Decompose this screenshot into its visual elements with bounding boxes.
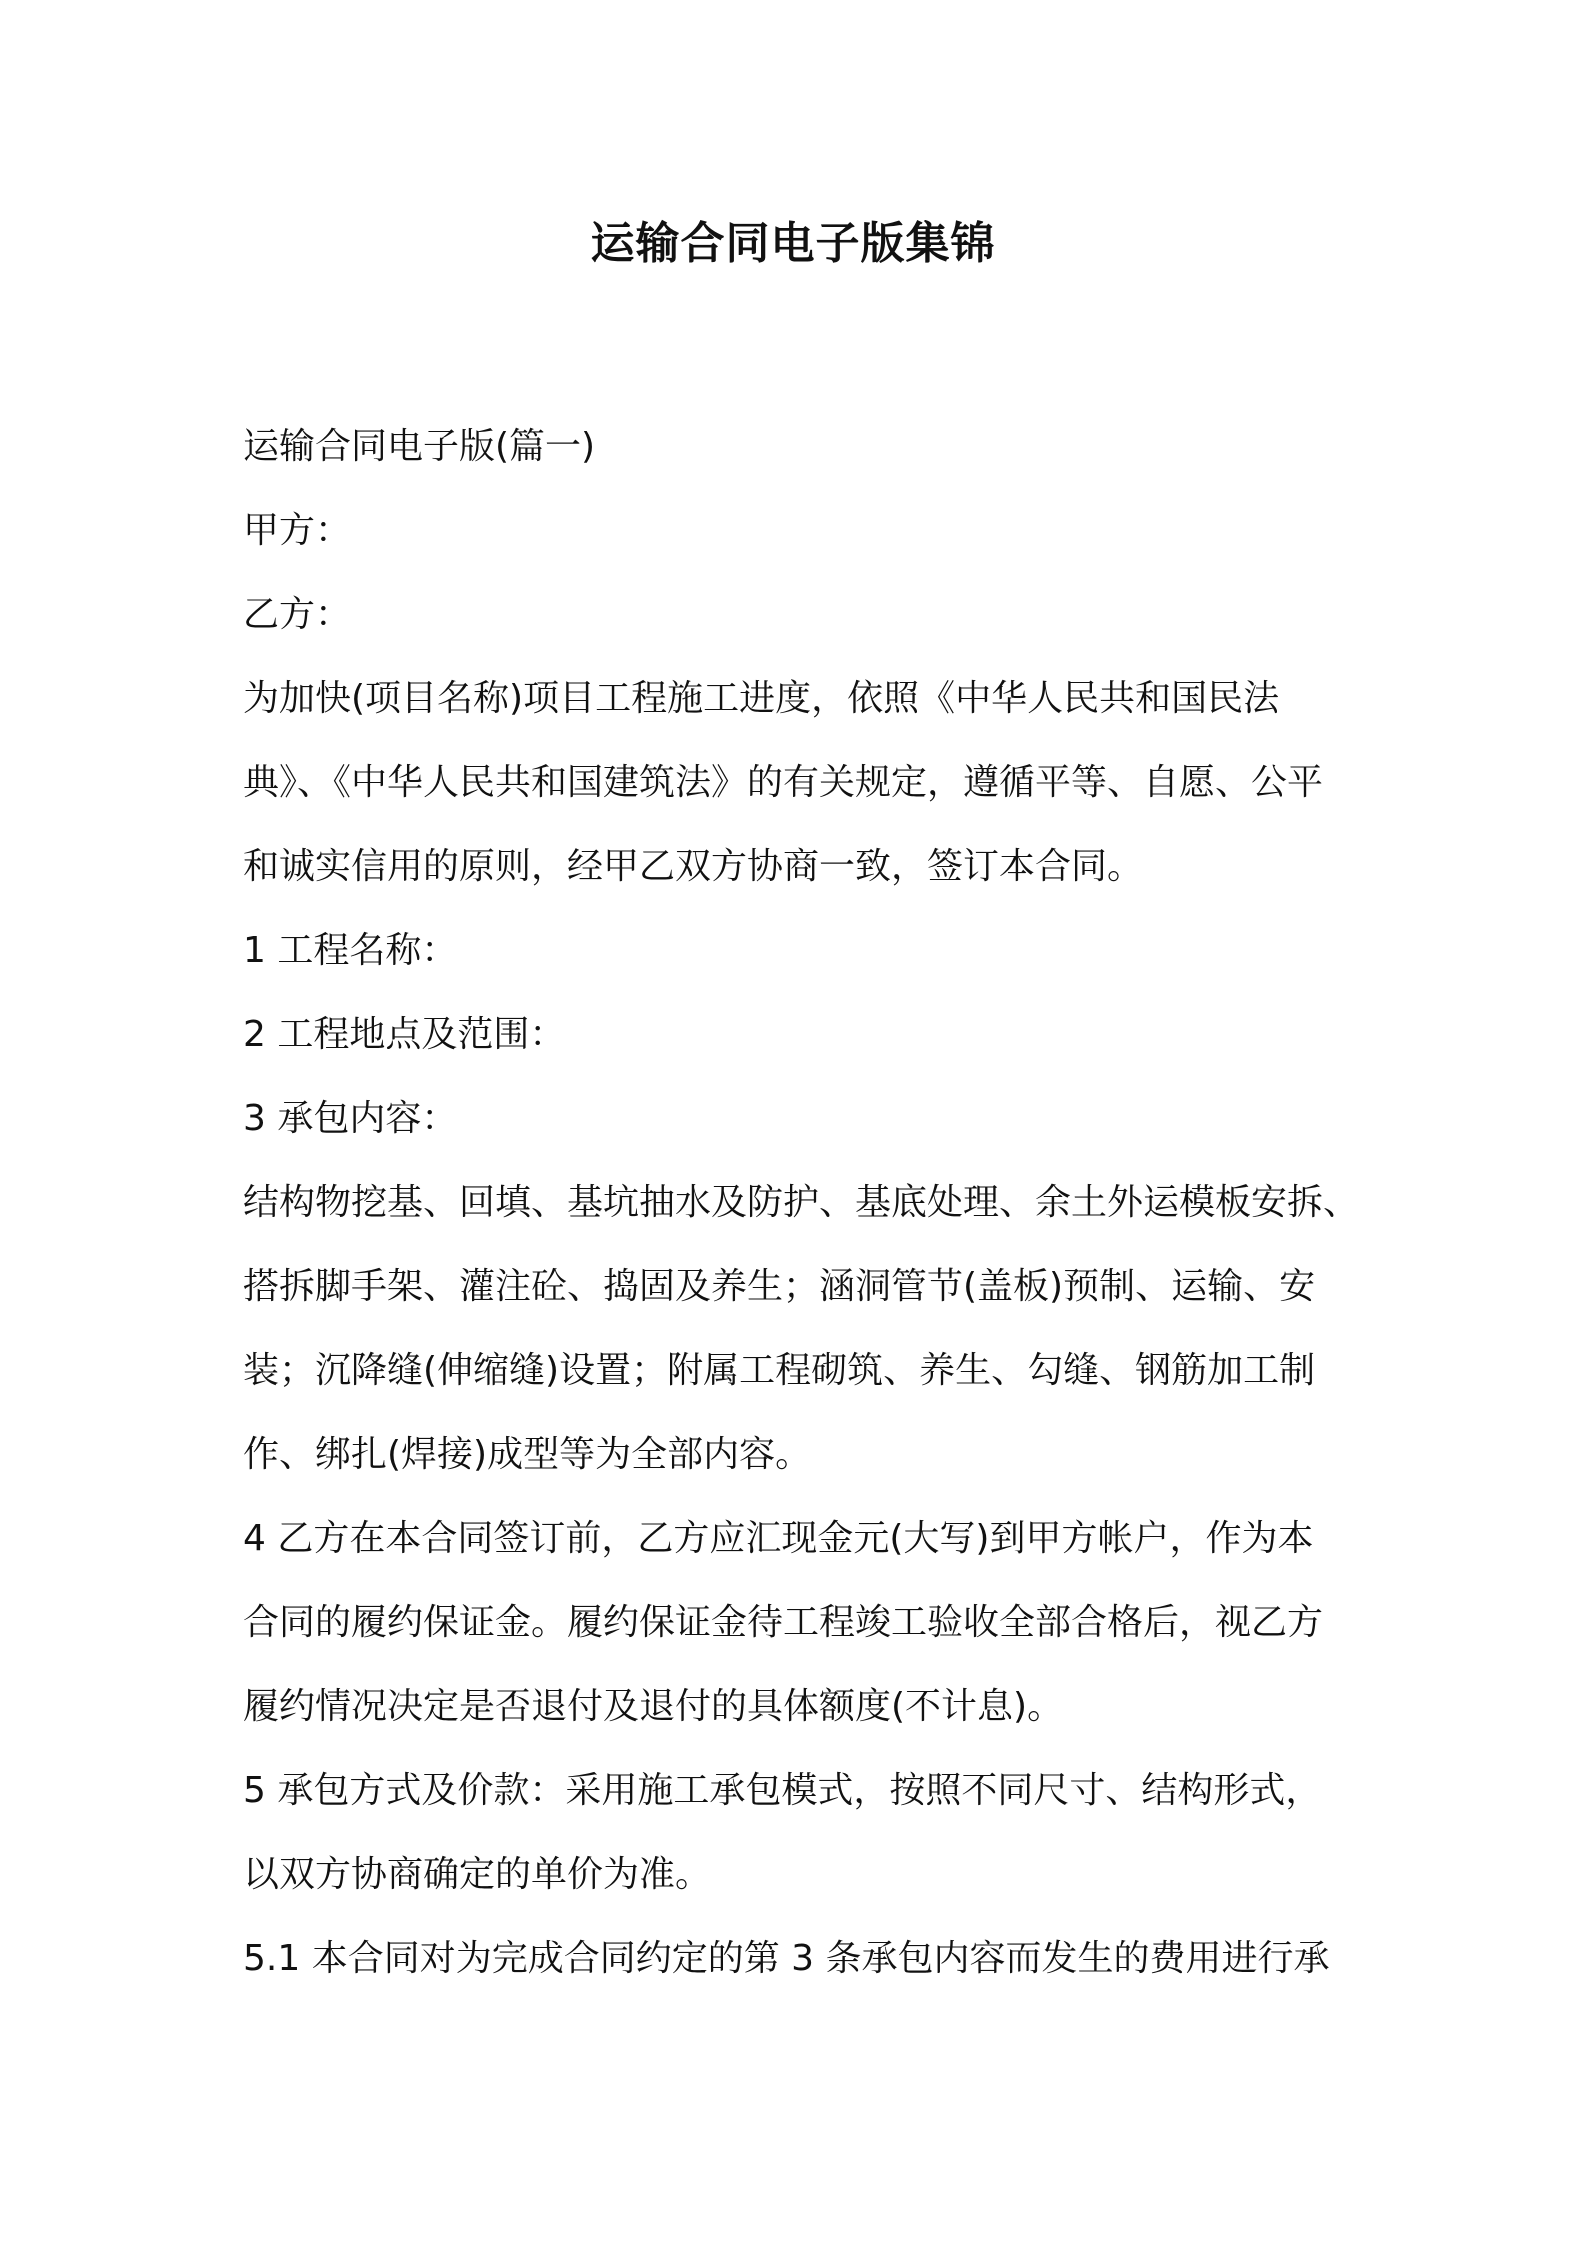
paragraph-line: 和诚实信用的原则，经甲乙双方协商一致，签订本合同。 [243, 846, 1144, 887]
paragraph-line: 合同的履约保证金。履约保证金待工程竣工验收全部合格后，视乙方 [243, 1602, 1324, 1643]
clause-line: 5 承包方式及价款：采用施工承包模式，按照不同尺寸、结构形式， [243, 1770, 1322, 1811]
paragraph-line: 结构物挖基、回填、基坑抽水及防护、基底处理、余土外运模板安拆、 [243, 1182, 1360, 1223]
clause-line: 4 乙方在本合同签订前，乙方应汇现金元(大写)到甲方帐户，作为本 [243, 1518, 1314, 1559]
paragraph-line: 作、绑扎(焊接)成型等为全部内容。 [243, 1434, 812, 1475]
section-heading: 运输合同电子版(篇一) [243, 426, 596, 467]
paragraph-line: 以双方协商确定的单价为准。 [243, 1854, 712, 1895]
document-body [243, 405, 1363, 2001]
paragraph-line: 搭拆脚手架、灌注砼、捣固及养生；涵洞管节(盖板)预制、运输、安 [243, 1266, 1316, 1307]
paragraph-line: 装；沉降缝(伸缩缝)设置；附属工程砌筑、养生、勾缝、钢筋加工制 [243, 1350, 1316, 1391]
document-title: 运输合同电子版集锦 [590, 218, 996, 269]
clause-line: 3 承包内容： [243, 1098, 458, 1139]
clause-line: 2 工程地点及范围： [243, 1014, 566, 1055]
paragraph-line: 为加快(项目名称)项目工程施工进度，依照《中华人民共和国民法 [243, 678, 1280, 719]
party-b-line: 乙方： [243, 594, 352, 635]
paragraph-line: 典》、《中华人民共和国建筑法》的有关规定，遵循平等、自愿、公平 [243, 762, 1324, 803]
clause-line: 5.1 本合同对为完成合同约定的第 3 条承包内容而发生的费用进行承 [243, 1938, 1330, 1979]
party-a-line: 甲方： [243, 510, 352, 551]
clause-line: 1 工程名称： [243, 930, 458, 971]
paragraph-line: 履约情况决定是否退付及退付的具体额度(不计息)。 [243, 1686, 1064, 1727]
